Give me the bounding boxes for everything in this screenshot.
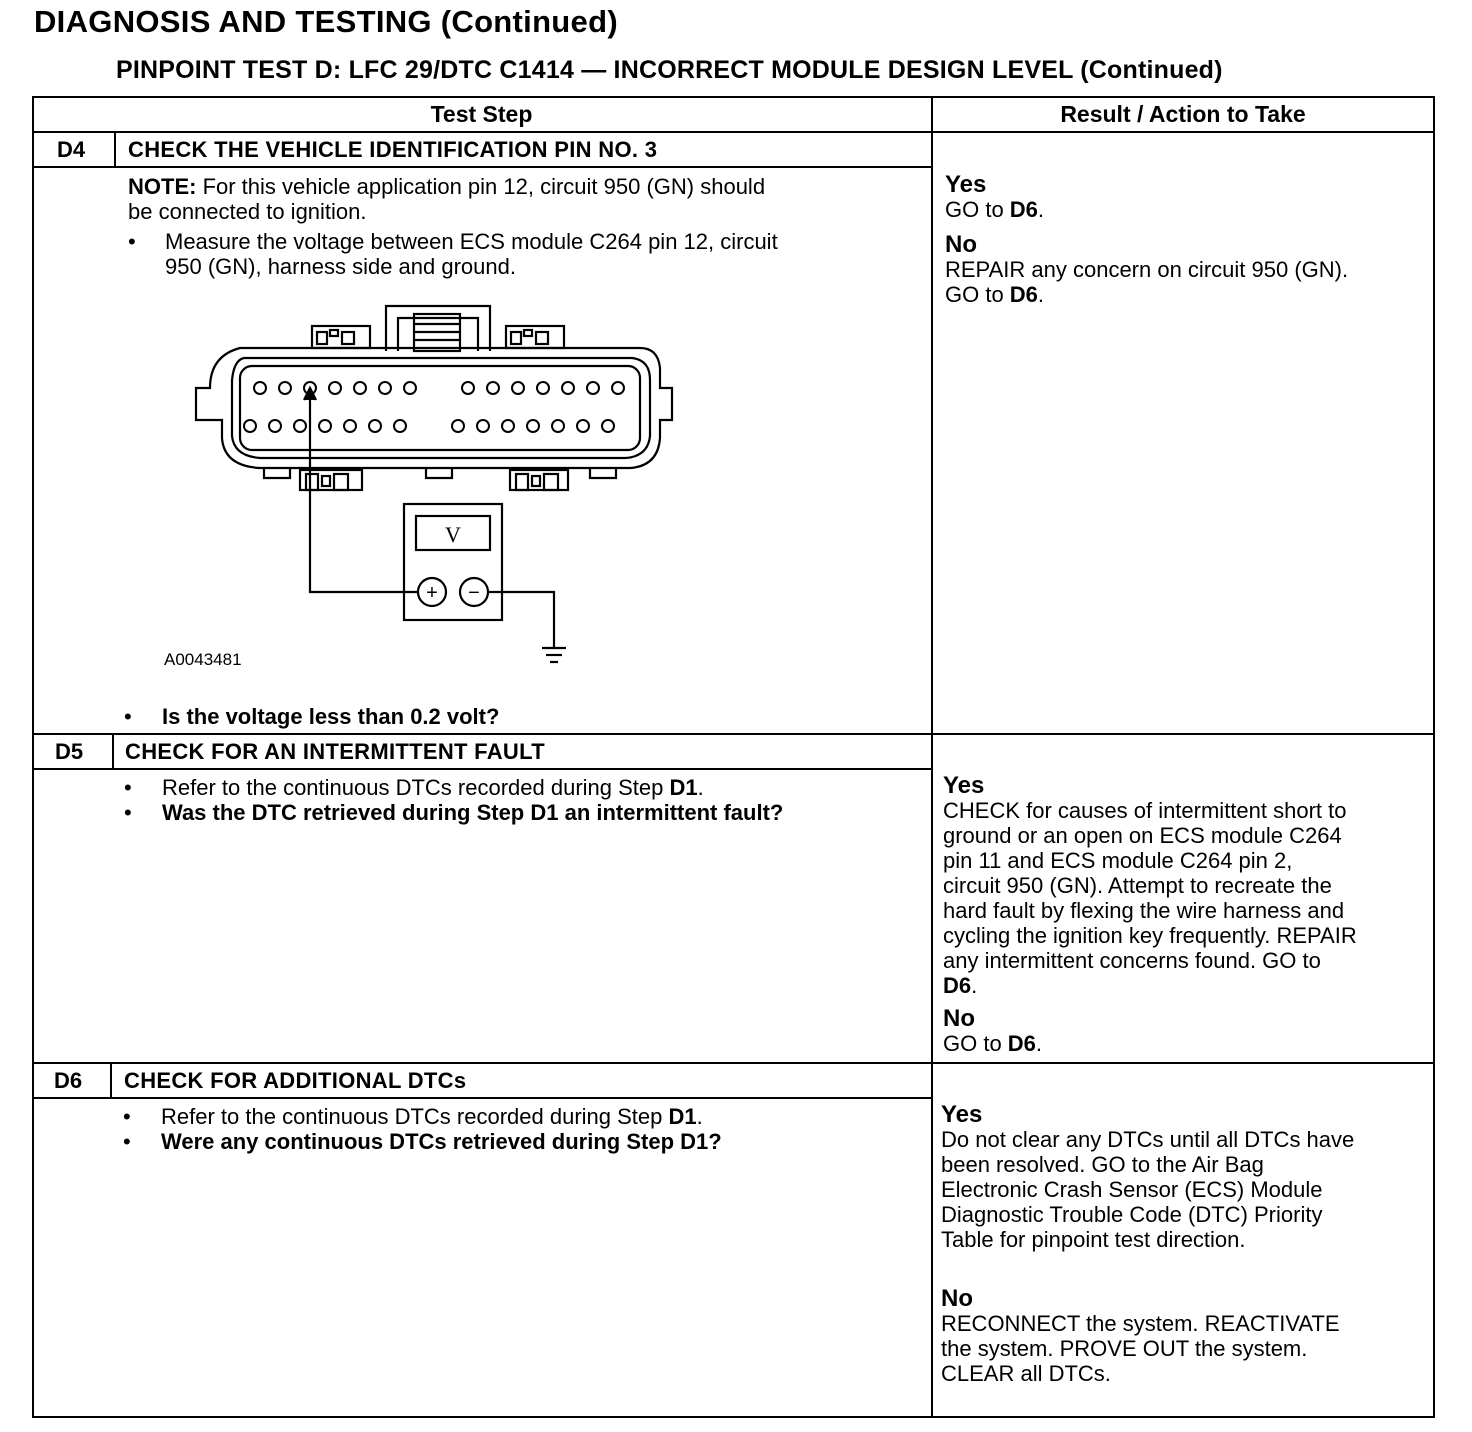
d6-result-no <box>941 1286 1340 1386</box>
ground-symbol-icon <box>488 592 566 662</box>
d4-step-title: CHECK THE VEHICLE IDENTIFICATION PIN NO. 3 <box>128 137 658 162</box>
d5-yes-line: any intermittent concerns found. GO to <box>943 948 1321 973</box>
connector-bottom-tabs-icon <box>264 468 616 490</box>
d5-result-no <box>943 1006 1042 1056</box>
d6-result-yes <box>941 1102 1354 1252</box>
d6-yes-line: Electronic Crash Sensor (ECS) Module <box>941 1177 1323 1202</box>
d5-bullet1-ref: D1 <box>669 775 698 800</box>
d6-yes-line: Table for pinpoint test direction. <box>941 1227 1246 1252</box>
d5-bullet1-pre: Refer to the continuous DTCs recorded during Step <box>162 775 670 800</box>
d4-no-text-post: . <box>1037 282 1045 307</box>
d5-yes-line: ground or an open on ECS module C264 <box>943 823 1342 848</box>
d6-no-line: the system. PROVE OUT the system. <box>941 1336 1308 1361</box>
d5-bullet1-marker: • <box>124 775 132 800</box>
d5-step-title: CHECK FOR AN INTERMITTENT FAULT <box>125 739 545 764</box>
page-title: DIAGNOSIS AND TESTING (Continued) <box>34 4 618 39</box>
d4-note <box>128 174 918 224</box>
d4-yes-label: Yes <box>945 171 987 198</box>
connector-top-tabs-icon <box>312 326 564 348</box>
d6-no-line: RECONNECT the system. REACTIVATE <box>941 1311 1340 1336</box>
d4-bullet1-line1: Measure the voltage between ECS module C264 pin 12, circuit <box>165 229 778 254</box>
d4-step-number: D4 <box>57 137 86 162</box>
figure-code: A0043481 <box>164 650 242 669</box>
d5-yes-label: Yes <box>943 772 985 799</box>
header-test-step: Test Step <box>430 101 533 127</box>
d5-no-text-post: . <box>1035 1031 1043 1056</box>
pinpoint-test-title: PINPOINT TEST D: LFC 29/DTC C1414 — INCORRECT MODULE DESIGN LEVEL (Continued) <box>116 56 1223 84</box>
d5-yes-line: CHECK for causes of intermittent short to <box>943 798 1347 823</box>
d6-bullet1-ref: D1 <box>668 1104 697 1129</box>
d5-bullet2: Was the DTC retrieved during Step D1 an intermittent fault? <box>162 800 784 825</box>
d4-yes-text-pre: GO to <box>945 197 1010 222</box>
row-divider-d5 <box>32 733 1435 735</box>
d6-bullet1 <box>161 1104 703 1129</box>
d5-no-label: No <box>943 1005 975 1032</box>
d5-yes-target: D6 <box>943 973 972 998</box>
d4-bullet1-marker: • <box>128 229 136 254</box>
d5-no-text-pre: GO to <box>943 1031 1008 1056</box>
header-result-action: Result / Action to Take <box>1060 101 1306 127</box>
voltmeter-symbol-label: V <box>445 522 461 547</box>
d4-step-number-divider <box>114 131 116 167</box>
d4-no-text-pre: GO to <box>945 282 1010 307</box>
d4-result-no <box>945 232 1348 307</box>
d6-yes-line: been resolved. GO to the Air Bag <box>941 1152 1264 1177</box>
d5-step-number-divider <box>112 733 114 769</box>
d4-no-label: No <box>945 231 977 258</box>
d5-bullet1-post: . <box>697 775 704 800</box>
column-divider <box>931 96 933 1418</box>
d5-result-yes <box>943 773 1357 998</box>
d5-yes-line: cycling the ignition key frequently. REPAIR <box>943 923 1357 948</box>
d5-title-underline <box>32 768 932 770</box>
d6-bullet2: Were any continuous DTCs retrieved during Step D1? <box>161 1129 722 1154</box>
d4-note-line1: For this vehicle application pin 12, circuit 950 (GN) should <box>196 174 766 199</box>
d6-bullet2-marker: • <box>123 1129 131 1154</box>
row-divider-d6 <box>32 1062 1435 1064</box>
d6-bullet1-pre: Refer to the continuous DTCs recorded during Step <box>161 1104 669 1129</box>
d4-note-line2: be connected to ignition. <box>128 199 367 224</box>
d4-yes-target: D6 <box>1009 197 1038 222</box>
d5-yes-line: hard fault by flexing the wire harness and <box>943 898 1345 923</box>
d4-no-target: D6 <box>1009 282 1038 307</box>
d5-bullet2-marker: • <box>124 800 132 825</box>
d6-yes-label: Yes <box>941 1101 983 1128</box>
d4-title-underline <box>32 166 932 168</box>
d6-bullet1-marker: • <box>123 1104 131 1129</box>
meter-plus-label: + <box>426 582 438 604</box>
d4-bullet1 <box>165 229 925 279</box>
d6-no-label: No <box>941 1285 973 1312</box>
d5-yes-line: pin 11 and ECS module C264 pin 2, <box>943 848 1293 873</box>
d5-step-number: D5 <box>55 739 84 764</box>
d6-bullet1-post: . <box>696 1104 703 1129</box>
d5-yes-post: . <box>971 973 978 998</box>
d5-bullet1 <box>162 775 704 800</box>
d6-yes-line: Diagnostic Trouble Code (DTC) Priority <box>941 1202 1323 1227</box>
d6-step-number-divider <box>110 1062 112 1098</box>
header-divider <box>32 131 1435 133</box>
connector-pins-row2-icon <box>244 420 614 432</box>
d4-bullet2-marker: • <box>124 704 132 729</box>
d6-step-title: CHECK FOR ADDITIONAL DTCs <box>124 1068 467 1093</box>
d4-question: Is the voltage less than 0.2 volt? <box>162 704 500 729</box>
d6-no-line: CLEAR all DTCs. <box>941 1361 1111 1386</box>
d6-yes-line: Do not clear any DTCs until all DTCs have <box>941 1127 1355 1152</box>
connector-body-middle-icon <box>232 358 650 458</box>
d4-note-label: NOTE: <box>128 174 197 199</box>
d6-title-underline <box>32 1097 932 1099</box>
d4-result-yes <box>945 172 1044 222</box>
connector-pin-face-icon <box>240 366 640 450</box>
d4-yes-text-post: . <box>1037 197 1045 222</box>
connector-top-latch-icon <box>386 306 490 351</box>
d4-bullet1-line2: 950 (GN), harness side and ground. <box>165 254 516 279</box>
d5-yes-line: circuit 950 (GN). Attempt to recreate the <box>943 873 1332 898</box>
d6-step-number: D6 <box>54 1068 83 1093</box>
connector-voltmeter-figure <box>180 296 700 676</box>
d4-no-text-line1: REPAIR any concern on circuit 950 (GN). <box>945 257 1349 282</box>
meter-minus-label: − <box>468 582 480 604</box>
d5-no-target: D6 <box>1007 1031 1036 1056</box>
